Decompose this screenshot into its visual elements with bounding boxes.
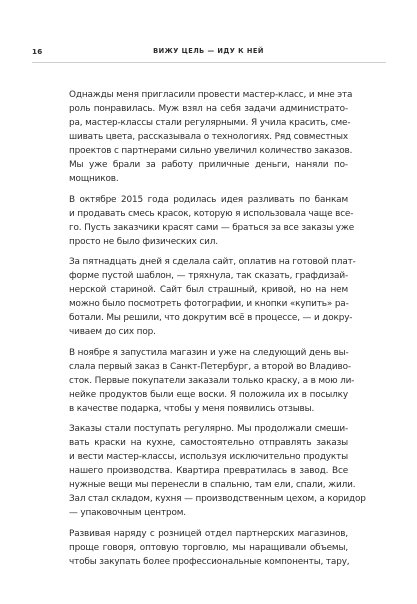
paragraph bbox=[69, 193, 355, 249]
body-text bbox=[69, 88, 366, 575]
text-line: В ноябре я запустила магазин и уже на следующий день вы- bbox=[69, 347, 349, 358]
text-line: Однажды меня пригласили провести мастер-класс, и мне эта bbox=[69, 90, 353, 100]
text-line: ботали. Мы решили, что докрутим всё в процессе, — и докру- bbox=[69, 313, 353, 323]
text-line: мощников. bbox=[69, 174, 119, 184]
page-number: 16 bbox=[32, 47, 43, 56]
paragraph bbox=[69, 255, 356, 339]
text-line: Заказы стали поступать регулярно. Мы продолжали смеши- bbox=[69, 424, 348, 434]
text-line: чиваем до сих пор. bbox=[69, 327, 156, 337]
text-line: форме пустой шаблон, — тряхнула, так сказать, графдизай- bbox=[69, 271, 348, 281]
paragraph bbox=[69, 346, 355, 416]
text-line: нашего производства. Квартира превратилась в завод. Все bbox=[69, 466, 348, 476]
text-line: Мы уже брали за работу приличные деньги, наняли по- bbox=[69, 160, 348, 170]
text-line: В октябре 2015 года родилась идея разливать по банкам bbox=[69, 194, 348, 205]
paragraph bbox=[69, 88, 353, 186]
text-line: и вести мастер-классы, используя исключительно продукты bbox=[69, 452, 348, 462]
text-line: и продавать смесь красок, которую я использовала чаще все- bbox=[69, 208, 354, 219]
text-line: в качестве подарка, чтобы у меня появились отзывы. bbox=[69, 403, 315, 414]
text-line: — упаковочным центром. bbox=[69, 508, 186, 518]
text-line: просто не было физических сил. bbox=[69, 236, 218, 247]
text-line: ра, мастер-классы стали регулярными. Я учила красить, сме- bbox=[69, 118, 351, 128]
text-line: можно было посмотреть фотографии, и кнопки «купить» ра- bbox=[69, 299, 349, 309]
text-line: проще говоря, оптовую торговлю, мы наращивали объемы, bbox=[69, 542, 348, 553]
text-line: го. Пусть заказчики красят сами — браться за все заказы уже bbox=[69, 222, 355, 233]
paragraph bbox=[69, 422, 366, 520]
text-line: сток. Первые покупатели заказали только краску, а в мою ли- bbox=[69, 375, 355, 386]
text-line: шивать цвета, рассказывала о технологиях. Ряд совместных bbox=[69, 132, 348, 142]
text-line: вать краски на кухне, самостоятельно отправлять заказы bbox=[69, 438, 348, 448]
text-line: нейке продуктов были еще воски. Я положила их в посылку bbox=[69, 389, 348, 400]
text-line: слала первый заказ в Санкт-Петербург, а второй во Владиво- bbox=[69, 361, 351, 372]
text-line: нерской стариной. Сайт был страшный, кривой, но на нем bbox=[69, 285, 348, 295]
text-line: проектов с партнерами сильно увеличил количество заказов. bbox=[69, 146, 353, 156]
text-line: Развивая наряду с розницей отдел партнерских магазинов, bbox=[69, 528, 348, 539]
paragraph bbox=[69, 527, 348, 569]
text-line: За пятнадцать дней я сделала сайт, оплатив на готовой плат- bbox=[69, 257, 356, 267]
running-head: ВИЖУ ЦЕЛЬ — ИДУ К НЕЙ bbox=[153, 47, 264, 55]
text-line: чтобы закупать более профессиональные компоненты, тару, bbox=[69, 556, 350, 567]
text-line: нужные вещи мы перенесли в спальню, там ели, спали, жили. bbox=[69, 480, 356, 490]
text-line: роль понравилась. Муж взял на себя задачи администрато- bbox=[69, 104, 348, 114]
text-line: Зал стал складом, кухня — производственным цехом, а коридор bbox=[69, 494, 366, 504]
header-rule bbox=[32, 62, 386, 63]
